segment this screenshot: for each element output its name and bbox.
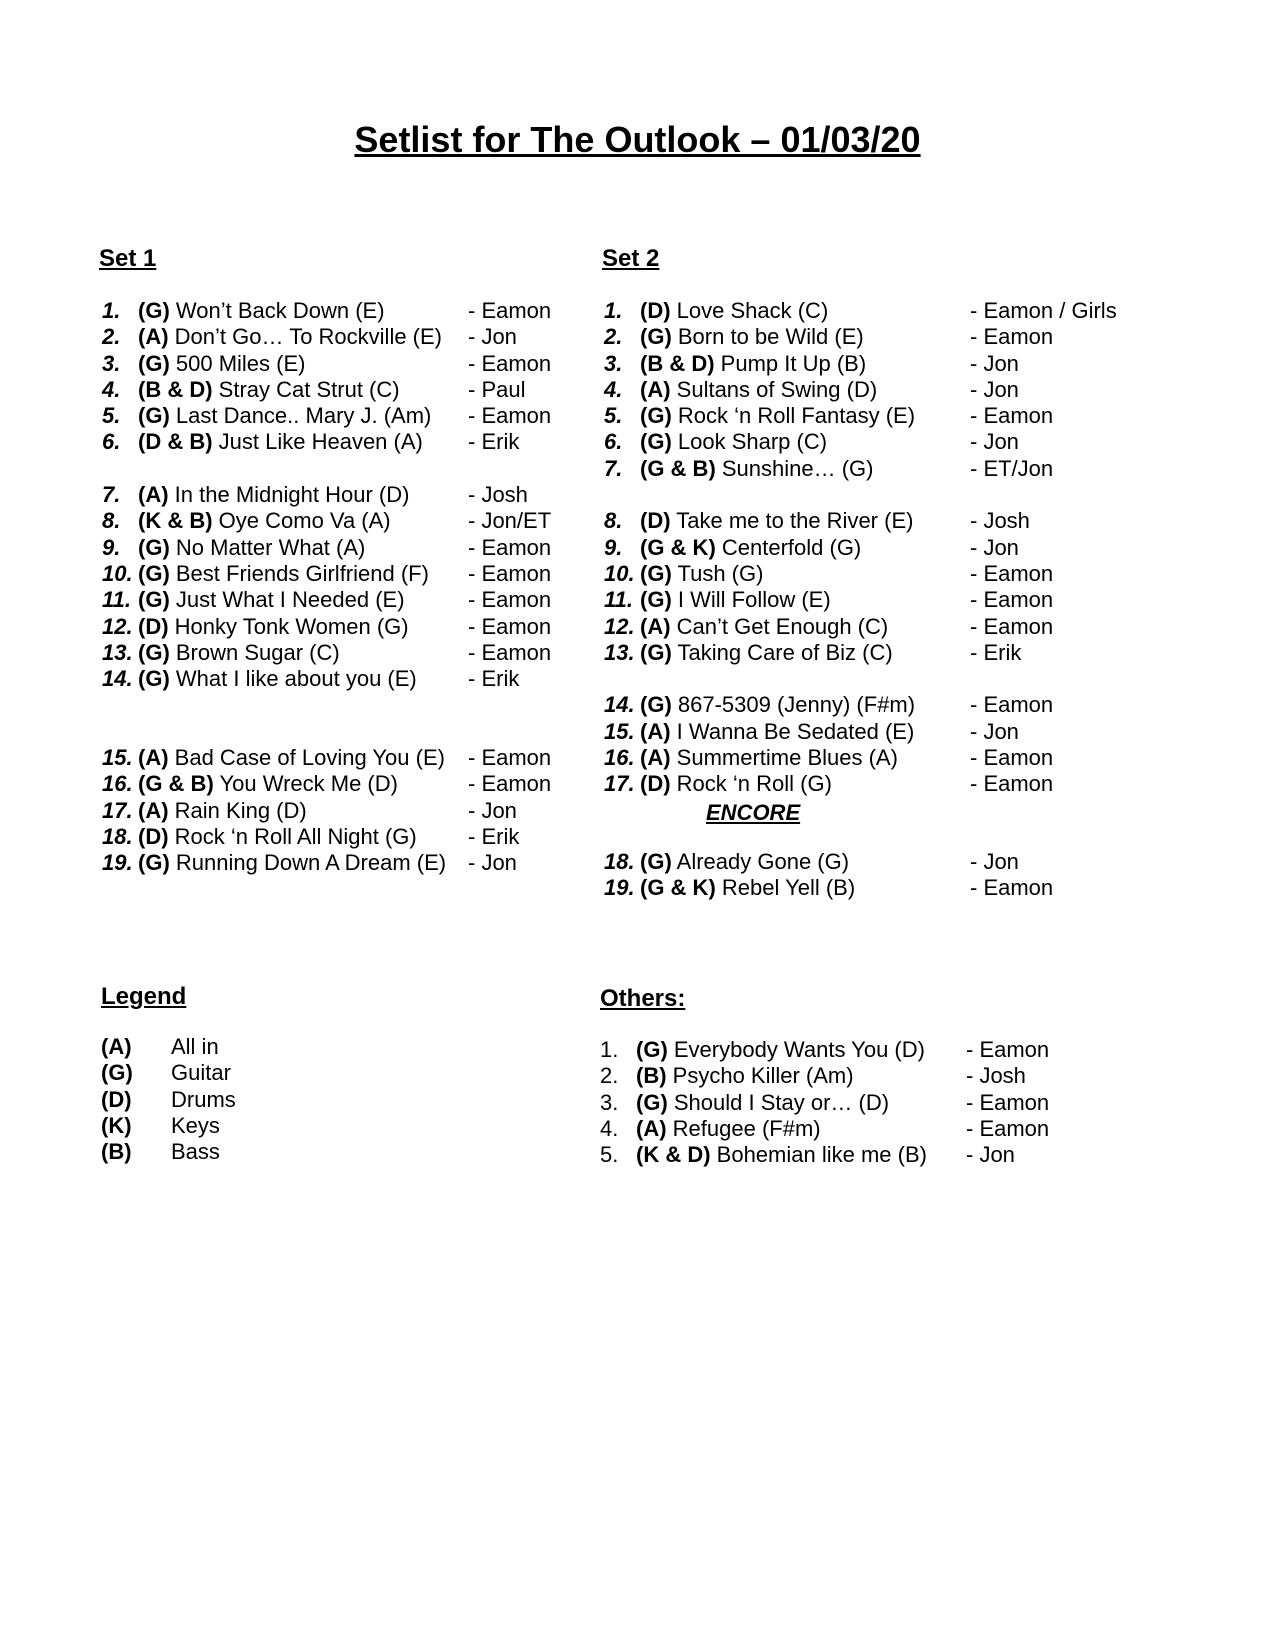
- song-number: 3.: [600, 1089, 619, 1115]
- instrument-code: (G & K): [640, 875, 716, 901]
- song-name: Rock ‘n Roll Fantasy (E): [671, 403, 916, 429]
- legend-desc: Guitar: [171, 1060, 231, 1086]
- list-item: [600, 1063, 1160, 1089]
- song-title: [138, 298, 385, 324]
- song-title: [138, 771, 398, 797]
- song-title: [138, 535, 365, 561]
- song-name: Won’t Back Down (E): [169, 298, 385, 323]
- song-singer: - Jon: [468, 324, 517, 350]
- song-name: I Will Follow (E): [671, 587, 831, 613]
- song-name: Rock ‘n Roll (G): [670, 771, 832, 797]
- song-number: 6.: [604, 429, 623, 455]
- list-item: [604, 771, 1164, 797]
- song-name: Best Friends Girlfriend (F): [169, 560, 429, 586]
- song-singer: - Eamon: [468, 745, 552, 771]
- song-name: Can’t Get Enough (C): [670, 613, 889, 639]
- list-item: [604, 719, 1164, 745]
- others-list: [600, 1037, 1160, 1168]
- song-singer: - Eamon: [970, 613, 1054, 639]
- list-item: [604, 508, 1164, 534]
- list-item: [102, 798, 562, 824]
- set2-heading: Set 2: [602, 245, 660, 272]
- page-title: Setlist for The Outlook – 01/03/20: [354, 119, 921, 160]
- song-name: Sunshine… (G): [715, 455, 874, 481]
- list-item: [102, 850, 562, 876]
- song-name: I Wanna Be Sedated (E): [670, 718, 915, 744]
- list-item: [600, 1142, 1160, 1168]
- song-number: 6.: [102, 429, 121, 455]
- song-singer: - Eamon / Girls: [970, 298, 1117, 323]
- song-name: Tush (G): [671, 560, 764, 586]
- list-item: [604, 745, 1164, 771]
- list-item: [102, 298, 562, 324]
- song-singer: - Eamon: [970, 771, 1054, 797]
- set2-list: [604, 298, 1164, 798]
- song-number: 4.: [102, 376, 121, 402]
- song-title: [640, 640, 893, 666]
- list-item: [102, 482, 562, 508]
- song-name: Brown Sugar (C): [169, 639, 340, 665]
- song-title: [138, 798, 307, 824]
- song-number: 7.: [604, 455, 623, 481]
- legend-desc: Keys: [171, 1112, 220, 1138]
- list-item: [102, 403, 562, 429]
- instrument-code: (B): [636, 1063, 667, 1089]
- instrument-code: (A): [640, 745, 671, 771]
- song-name: Last Dance.. Mary J. (Am): [169, 403, 432, 429]
- song-name: Psycho Killer (Am): [666, 1063, 854, 1089]
- song-singer: - Jon/ET: [468, 508, 552, 534]
- list-item: [102, 614, 562, 640]
- instrument-code: (G): [640, 639, 672, 665]
- song-singer: - Eamon: [970, 560, 1054, 586]
- song-singer: - Eamon: [468, 298, 552, 323]
- instrument-code: (A): [636, 1115, 667, 1141]
- song-singer: - Eamon: [970, 403, 1054, 429]
- list-item: [102, 351, 562, 377]
- instrument-code: (A): [640, 718, 671, 744]
- song-title: [138, 561, 429, 587]
- song-name: In the Midnight Hour (D): [168, 482, 410, 508]
- legend-desc: Drums: [171, 1086, 236, 1112]
- song-number: 2.: [604, 324, 623, 350]
- song-title: [640, 587, 831, 613]
- song-number: 18.: [102, 823, 133, 849]
- song-number: 11.: [604, 587, 633, 613]
- instrument-code: (G & K): [640, 534, 716, 560]
- instrument-code: (A): [640, 376, 671, 402]
- instrument-code: (D): [138, 613, 169, 639]
- song-number: 13.: [102, 639, 133, 665]
- instrument-code: (G): [640, 560, 672, 586]
- song-name: Already Gone (G): [671, 849, 850, 874]
- song-name: Taking Care of Biz (C): [671, 639, 893, 665]
- song-name: You Wreck Me (D): [213, 771, 398, 797]
- song-number: 4.: [600, 1115, 619, 1141]
- list-item: [102, 640, 562, 666]
- song-number: 16.: [102, 771, 133, 797]
- instrument-code: (G): [138, 666, 170, 692]
- list-item: [600, 1116, 1160, 1142]
- list-item: [102, 587, 562, 613]
- song-title: [636, 1037, 925, 1063]
- song-name: Pump It Up (B): [714, 350, 867, 376]
- song-singer: - Erik: [468, 666, 520, 692]
- song-title: [138, 587, 405, 613]
- instrument-code: (G): [138, 639, 170, 665]
- song-title: [640, 849, 849, 875]
- song-singer: - Jon: [468, 850, 517, 876]
- song-number: 9.: [102, 534, 121, 560]
- song-singer: - Eamon: [966, 1037, 1050, 1062]
- song-title: [640, 324, 864, 350]
- song-number: 17.: [604, 771, 635, 797]
- list-item: [604, 535, 1164, 561]
- instrument-code: (D): [640, 508, 671, 534]
- instrument-code: (G): [138, 587, 170, 613]
- song-singer: - Erik: [970, 639, 1022, 665]
- list-item: [102, 745, 562, 771]
- song-number: 7.: [102, 482, 121, 508]
- song-title: [636, 1142, 927, 1168]
- song-title: [138, 403, 431, 429]
- instrument-code: (G): [640, 429, 672, 455]
- instrument-code: (G): [640, 587, 672, 613]
- song-name: Refugee (F#m): [666, 1115, 821, 1141]
- song-singer: - Eamon: [966, 1089, 1050, 1115]
- song-number: 10.: [102, 560, 133, 586]
- song-name: No Matter What (A): [169, 534, 366, 560]
- song-singer: - Jon: [970, 429, 1019, 455]
- list-item: [102, 561, 562, 587]
- instrument-code: (G & B): [640, 455, 716, 481]
- list-item: [604, 640, 1164, 666]
- song-name: 867-5309 (Jenny) (F#m): [671, 692, 916, 718]
- song-title: [636, 1063, 854, 1089]
- list-item: [600, 1090, 1160, 1116]
- song-name: Just What I Needed (E): [169, 587, 405, 613]
- list-item: [102, 535, 562, 561]
- song-name: What I like about you (E): [169, 666, 417, 692]
- song-number: 12.: [102, 613, 133, 639]
- song-title: [640, 298, 828, 324]
- song-number: 3.: [102, 350, 121, 376]
- song-title: [138, 324, 442, 350]
- instrument-code: (G): [640, 403, 672, 429]
- song-name: Should I Stay or… (D): [667, 1089, 890, 1115]
- song-singer: - Eamon: [468, 587, 552, 613]
- song-number: 1.: [604, 298, 623, 323]
- list-item: [102, 508, 562, 534]
- list-item: [604, 429, 1164, 455]
- song-name: Rain King (D): [168, 797, 307, 823]
- song-title: [138, 377, 400, 403]
- song-title: [640, 403, 915, 429]
- song-singer: - Eamon: [970, 875, 1054, 901]
- song-singer: - Josh: [970, 508, 1030, 534]
- set1-heading: Set 1: [99, 245, 157, 272]
- legend-item: [101, 1034, 401, 1060]
- instrument-code: (G): [138, 534, 170, 560]
- instrument-code: (D): [640, 298, 671, 323]
- song-title: [138, 850, 446, 876]
- list-item: [604, 692, 1164, 718]
- song-singer: - Paul: [468, 376, 526, 402]
- song-name: Summertime Blues (A): [670, 745, 898, 771]
- song-title: [138, 666, 417, 692]
- instrument-code: (G): [138, 298, 170, 323]
- song-singer: - Eamon: [970, 692, 1054, 718]
- song-number: 8.: [604, 508, 623, 534]
- song-title: [640, 351, 866, 377]
- song-title: [636, 1116, 821, 1142]
- song-name: Just Like Heaven (A): [212, 429, 423, 455]
- song-singer: - Eamon: [970, 324, 1054, 350]
- song-singer: - Jon: [970, 849, 1019, 874]
- song-singer: - Eamon: [468, 639, 552, 665]
- list-item: [604, 875, 1164, 901]
- list-item: [604, 377, 1164, 403]
- list-item: [102, 824, 562, 850]
- legend-code: (D): [101, 1086, 132, 1112]
- song-singer: - Eamon: [468, 350, 552, 376]
- song-name: Sultans of Swing (D): [670, 376, 878, 402]
- list-item: [102, 666, 562, 692]
- encore-list: [604, 849, 1164, 902]
- song-title: [640, 719, 914, 745]
- legend-item: [101, 1087, 401, 1113]
- song-number: 19.: [604, 875, 635, 901]
- song-title: [640, 692, 915, 718]
- legend-code: (B): [101, 1139, 132, 1165]
- song-title: [640, 456, 874, 482]
- legend-code: (K): [101, 1112, 132, 1138]
- song-number: 15.: [102, 745, 133, 771]
- song-title: [138, 508, 391, 534]
- list-item: [604, 403, 1164, 429]
- instrument-code: (G): [636, 1089, 668, 1115]
- song-name: Oye Como Va (A): [212, 508, 391, 534]
- song-title: [640, 377, 877, 403]
- song-singer: - Eamon: [468, 560, 552, 586]
- song-name: Rock ‘n Roll All Night (G): [168, 823, 417, 849]
- legend-desc: Bass: [171, 1139, 220, 1165]
- instrument-code: (D): [138, 823, 169, 849]
- song-name: Bohemian like me (B): [710, 1142, 927, 1168]
- list-item: [604, 298, 1164, 324]
- song-title: [640, 508, 913, 534]
- song-title: [640, 745, 898, 771]
- instrument-code: (G): [138, 350, 170, 376]
- song-number: 2.: [600, 1063, 619, 1089]
- instrument-code: (K & D): [636, 1142, 711, 1168]
- instrument-code: (G & B): [138, 771, 214, 797]
- song-number: 5.: [600, 1142, 619, 1168]
- song-number: 3.: [604, 350, 623, 376]
- legend-desc: All in: [171, 1034, 219, 1059]
- list-item: [604, 351, 1164, 377]
- list-item: [600, 1037, 1160, 1063]
- song-name: Bad Case of Loving You (E): [168, 745, 445, 771]
- song-number: 19.: [102, 850, 133, 876]
- song-name: Running Down A Dream (E): [169, 850, 447, 876]
- song-title: [138, 824, 417, 850]
- song-name: 500 Miles (E): [169, 350, 306, 376]
- others-heading: Others:: [600, 985, 686, 1012]
- legend-heading: Legend: [101, 983, 187, 1010]
- song-name: Born to be Wild (E): [671, 324, 864, 350]
- song-singer: - Josh: [966, 1063, 1026, 1089]
- instrument-code: (D & B): [138, 429, 213, 455]
- instrument-code: (A): [640, 613, 671, 639]
- instrument-code: (A): [138, 797, 169, 823]
- song-singer: - Jon: [970, 534, 1019, 560]
- instrument-code: (B & D): [138, 376, 213, 402]
- song-name: Stray Cat Strut (C): [212, 376, 400, 402]
- song-number: 9.: [604, 534, 623, 560]
- song-singer: - Jon: [970, 376, 1019, 402]
- song-title: [640, 614, 888, 640]
- song-singer: - Eamon: [468, 771, 552, 797]
- song-name: Rebel Yell (B): [715, 875, 856, 901]
- song-number: 12.: [604, 613, 635, 639]
- song-singer: - Eamon: [468, 534, 552, 560]
- instrument-code: (G): [138, 850, 170, 876]
- instrument-code: (G): [640, 849, 672, 874]
- song-number: 8.: [102, 508, 121, 534]
- list-item: [102, 324, 562, 350]
- song-singer: - Erik: [468, 823, 520, 849]
- list-item: [604, 614, 1164, 640]
- list-item: [604, 561, 1164, 587]
- song-number: 14.: [604, 692, 635, 718]
- instrument-code: (A): [138, 482, 169, 508]
- instrument-code: (B & D): [640, 350, 715, 376]
- instrument-code: (G): [138, 403, 170, 429]
- song-singer: - ET/Jon: [970, 455, 1054, 481]
- song-number: 1.: [102, 298, 121, 323]
- song-number: 5.: [604, 403, 623, 429]
- song-number: 18.: [604, 849, 635, 874]
- song-number: 17.: [102, 797, 133, 823]
- list-item: [102, 429, 562, 455]
- legend-code: (G): [101, 1060, 133, 1086]
- song-name: Love Shack (C): [670, 298, 829, 323]
- legend-item: [101, 1113, 401, 1139]
- song-number: 10.: [604, 560, 635, 586]
- song-singer: - Eamon: [468, 403, 552, 429]
- song-name: Centerfold (G): [715, 534, 862, 560]
- song-number: 14.: [102, 666, 133, 692]
- song-number: 4.: [604, 376, 623, 402]
- encore-heading: ENCORE: [706, 800, 801, 825]
- instrument-code: (A): [138, 324, 169, 350]
- song-title: [138, 614, 409, 640]
- song-singer: - Eamon: [970, 745, 1054, 771]
- instrument-code: (D): [640, 771, 671, 797]
- instrument-code: (G): [138, 560, 170, 586]
- list-item: [604, 587, 1164, 613]
- song-name: Look Sharp (C): [671, 429, 828, 455]
- instrument-code: (A): [138, 745, 169, 771]
- song-number: 13.: [604, 639, 635, 665]
- song-singer: - Eamon: [970, 587, 1054, 613]
- list-item: [604, 849, 1164, 875]
- song-name: Don’t Go… To Rockville (E): [168, 324, 442, 350]
- song-title: [138, 482, 409, 508]
- song-singer: - Erik: [468, 429, 520, 455]
- list-item: [604, 456, 1164, 482]
- song-singer: - Eamon: [468, 613, 552, 639]
- song-number: 2.: [102, 324, 121, 350]
- instrument-code: (G): [640, 692, 672, 718]
- song-singer: - Jon: [970, 350, 1019, 376]
- song-number: 15.: [604, 718, 635, 744]
- list-item: [604, 324, 1164, 350]
- legend-item: [101, 1060, 401, 1086]
- song-title: [636, 1090, 889, 1116]
- song-title: [138, 745, 445, 771]
- instrument-code: (G): [636, 1037, 668, 1062]
- song-title: [640, 429, 827, 455]
- song-title: [640, 771, 832, 797]
- legend-code: (A): [101, 1034, 132, 1059]
- song-title: [640, 561, 763, 587]
- song-number: 16.: [604, 745, 635, 771]
- song-singer: - Jon: [468, 797, 517, 823]
- song-name: Take me to the River (E): [670, 508, 914, 534]
- song-number: 11.: [102, 587, 131, 613]
- song-title: [138, 429, 423, 455]
- song-number: 1.: [600, 1037, 619, 1062]
- song-singer: - Jon: [970, 718, 1019, 744]
- song-singer: - Eamon: [966, 1115, 1050, 1141]
- list-item: [102, 377, 562, 403]
- song-title: [640, 875, 855, 901]
- song-name: Honky Tonk Women (G): [168, 613, 409, 639]
- song-singer: - Josh: [468, 482, 528, 508]
- instrument-code: (G): [640, 324, 672, 350]
- song-name: Everybody Wants You (D): [667, 1037, 925, 1062]
- list-item: [102, 771, 562, 797]
- song-title: [640, 535, 861, 561]
- legend-list: [101, 1034, 401, 1165]
- song-title: [138, 351, 305, 377]
- set1-list: [102, 298, 562, 877]
- legend-item: [101, 1139, 401, 1165]
- song-singer: - Jon: [966, 1142, 1015, 1168]
- song-title: [138, 640, 340, 666]
- song-number: 5.: [102, 403, 121, 429]
- instrument-code: (K & B): [138, 508, 213, 534]
